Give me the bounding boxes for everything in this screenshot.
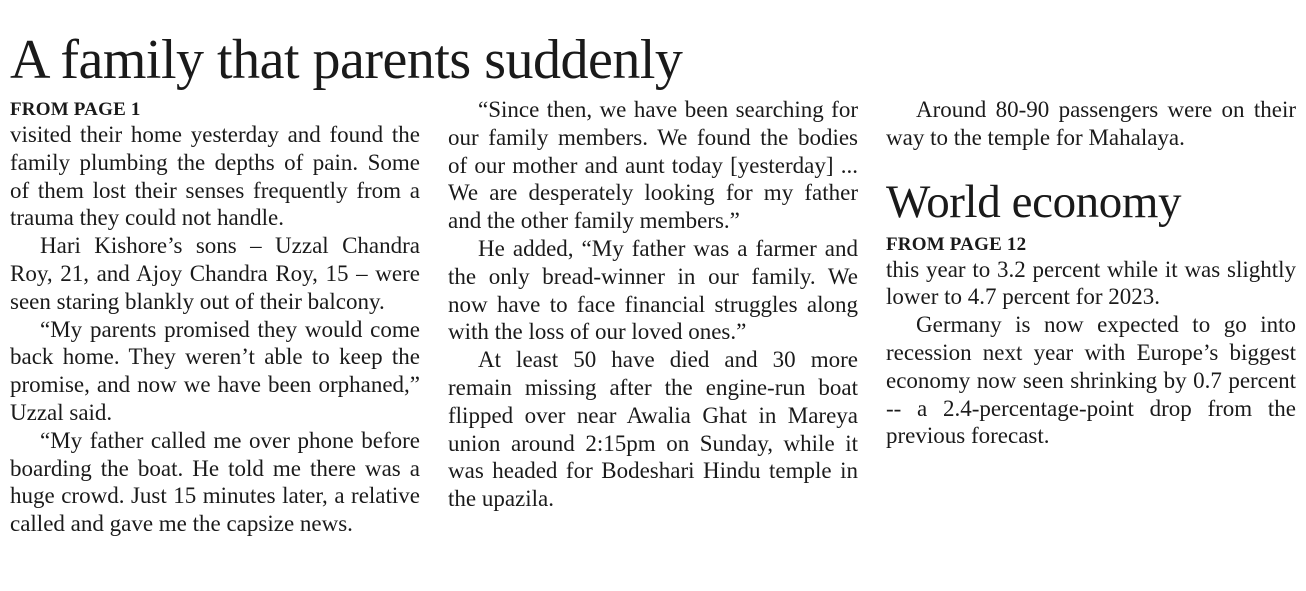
story-paragraph: this year to 3.2 percent while it was slightly lower to 4.7 percent for 2023. xyxy=(886,256,1296,310)
story-paragraph: “My parents promised they would come back home. They weren’t able to keep the promise, and now we have been orphaned,” Uzzal said. xyxy=(10,316,420,425)
world-economy-headline: World economy xyxy=(886,175,1182,228)
story-paragraph: Hari Kishore’s sons – Uzzal Chandra Roy, 21, and Ajoy Chandra Roy, 15 – were seen staring blankly out of their balcony. xyxy=(10,233,420,314)
jump-kicker: FROM PAGE 1 xyxy=(10,99,141,120)
text-column-1 xyxy=(10,96,420,538)
story-paragraph: Around 80-90 passengers were on their way to the temple for Mahalaya. xyxy=(886,97,1296,150)
story-paragraph: “Since then, we have been searching for our family members. We found the bodies of our mother and aunt today [yesterday] ... We are desperately looking for my father and the other family members.” xyxy=(448,97,858,234)
story-headline: A family that parents suddenly xyxy=(10,29,683,91)
text-column-3 xyxy=(886,96,1296,450)
text-column-2 xyxy=(448,96,858,513)
story-paragraph: Germany is now expected to go into recession next year with Europe’s biggest economy now seen shrinking by 0.7 percent -- a 2.4-percentage-point drop from the previous forecast. xyxy=(886,312,1296,449)
story-paragraph: visited their home yesterday and found the family plumbing the depths of pain. Some of them lost their senses frequently from a trauma they could not handle. xyxy=(10,122,420,231)
jump-kicker: FROM PAGE 12 xyxy=(886,233,1027,255)
story-paragraph: He added, “My father was a farmer and the only bread-winner in our family. We now have to face financial struggles along with the loss of our loved ones.” xyxy=(448,235,858,345)
story-paragraph: “My father called me over phone before boarding the boat. He told me there was a huge crowd. Just 15 minutes later, a relative called and gave me the capsize news. xyxy=(10,427,420,537)
story-paragraph: At least 50 have died and 30 more remain missing after the engine-run boat flipped over near Awalia Ghat in Mareya union around 2:15pm on Sunday, while it was headed for Bodeshari Hindu temple in the upazila. xyxy=(448,347,858,512)
